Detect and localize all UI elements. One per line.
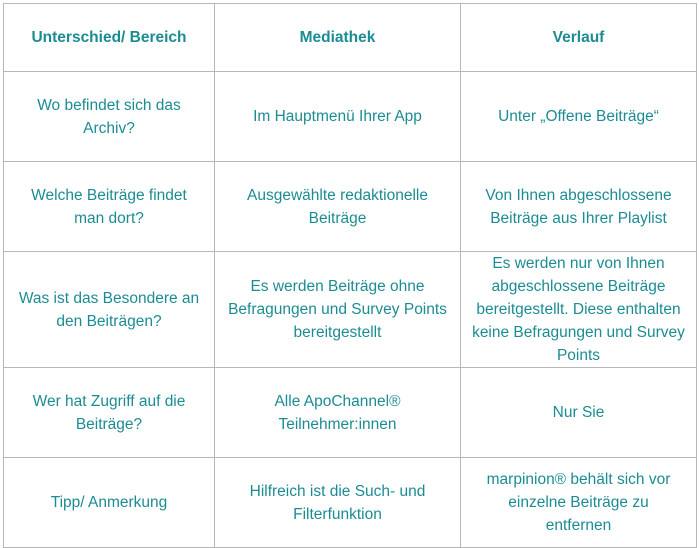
header-cell-verlauf: Verlauf [461,4,697,72]
table-row [4,252,697,368]
comparison-table [3,3,697,548]
row-label-cell: Wo befindet sich das Archiv? [4,72,215,162]
row-label-cell: Welche Beiträge findet man dort? [4,162,215,252]
row-label-cell: Wer hat Zugriff auf die Beiträge? [4,368,215,458]
mediathek-cell: Alle ApoChannel® Teilnehmer:innen [215,368,461,458]
table-header-row [4,4,697,72]
table-row [4,368,697,458]
row-label-cell: Was ist das Besondere an den Beiträgen? [4,252,215,368]
table-row [4,162,697,252]
row-label-cell: Tipp/ Anmerkung [4,458,215,548]
mediathek-cell: Im Hauptmenü Ihrer App [215,72,461,162]
mediathek-cell: Ausgewählte redaktionelle Beiträge [215,162,461,252]
header-cell-difference: Unterschied/ Bereich [4,4,215,72]
header-cell-mediathek: Mediathek [215,4,461,72]
verlauf-cell: Es werden nur von Ihnen abgeschlossene Beiträge bereitgestellt. Diese enthalten keine Befragungen und Survey Points [461,252,697,368]
mediathek-cell: Es werden Beiträge ohne Befragungen und Survey Points bereitgestellt [215,252,461,368]
table-row [4,72,697,162]
verlauf-cell: marpinion® behält sich vor einzelne Beiträge zu entfernen [461,458,697,548]
mediathek-cell: Hilfreich ist die Such- und Filterfunktion [215,458,461,548]
verlauf-cell: Von Ihnen abgeschlossene Beiträge aus Ihrer Playlist [461,162,697,252]
verlauf-cell: Nur Sie [461,368,697,458]
verlauf-cell: Unter „Offene Beiträge“ [461,72,697,162]
table-row [4,458,697,548]
